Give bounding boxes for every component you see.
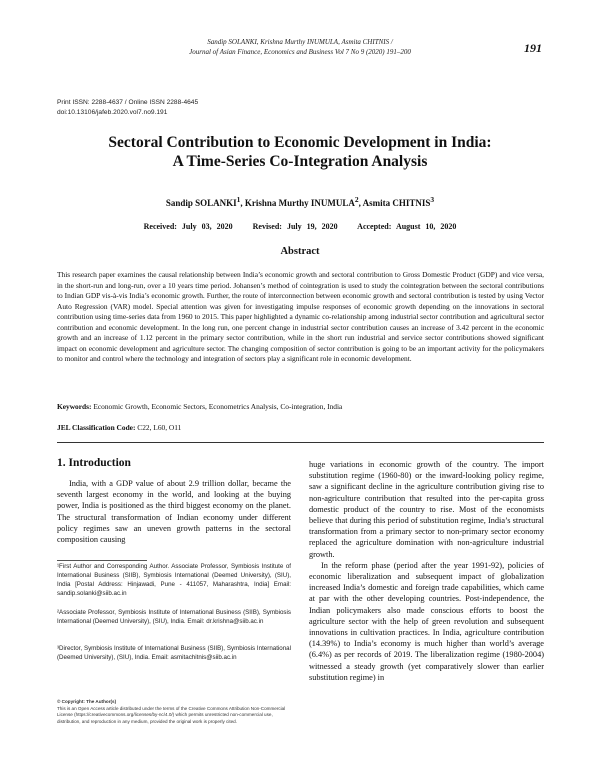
copyright-notice [57, 699, 291, 725]
keywords-label: Keywords: [57, 402, 92, 411]
title-line-2: A Time-Series Co-Integration Analysis [172, 153, 428, 170]
footnote-2: ²Associate Professor, Symbiosis Institute of International Business (SIIB), Symbiosis International (Deemed University), (SIU), India. Email: dr.krishna@siib.ac.in [57, 609, 291, 625]
keywords-text: Economic Growth, Economic Sectors, Econometrics Analysis, Co-integration, India [93, 402, 343, 411]
running-head-authors: Sandip SOLANKI, Krishna Murthy INUMULA, Asmita CHITNIS / [207, 38, 393, 46]
introduction-paragraph-left: India, with a GDP value of about 2.9 trillion dollar, became the seventh largest economy in the world, and looking at the buying power, India is positioned as the third biggest economy on the planet. The structural transformation of Indian economy under different policy regimes saw an uneven growth patterns in the sectoral composition causing [57, 479, 291, 545]
author-1: Sandip SOLANKI [165, 198, 237, 208]
author-3: Asmita CHITNIS [362, 198, 431, 208]
doi-line: doi:10.13106/jafeb.2020.vol7.no9.191 [57, 109, 168, 116]
footnote-1: ¹First Author and Corresponding Author. Associate Professor, Symbiosis Institute of International Business (SIIB), Symbiosis International (Deemed University), (SIU), India [Postal Address: Hinjawadi, Pune - 411057, Maharashtra, India] Email: sandip.solanki@siib.ac.in [57, 563, 291, 597]
footnote-3: ³Director, Symbiosis Institute of International Business (SIIB), Symbiosis International (Deemed University), (SIU), India. Email: asmitachitnis@siib.ac.in [57, 645, 291, 661]
license-text: This is an Open Access article distributed under the terms of the Creative Commons Attribution Non-Commercial License (https://creativecommons.org/licenses/by-nc/4.0/) which permits unrestricted non-commercial use, distribution, and reproduction in any medium, provided the original work is properly cited. [57, 705, 286, 724]
issn-line: Print ISSN: 2288-4637 / Online ISSN 2288-4645 [57, 99, 199, 106]
introduction-right-column [309, 459, 544, 683]
revised-date: Revised: July 19, 2020 [252, 222, 338, 231]
jel-codes [57, 423, 544, 432]
accepted-date: Accepted: August 10, 2020 [357, 222, 457, 231]
jel-text: C22, L60, O11 [137, 423, 182, 432]
abstract-body: This research paper examines the causal relationship between India’s economic growth and sectoral contribution to Gross Domestic Product (GDP) and vice versa, in the short-run and long-run, over a 10 years time period. Johansen’s method of cointegration is used to study the cointegration between the sectoral contributions to Indian GDP vis-à-vis India’s economic growth. Further, the route of interconnection between economic growth and sectoral contribution is tested by using Vector Auto Regression (VAR) model. Special attention was given for investigating impulse responses of economic growth depending on the innovations in sectoral contribution using time-series data from 1960 to 2015. This paper highlighted a dynamic co-relationship among industrial sector contribution and agricultural sector contribution and economic development. In the long run, one percent change in industrial sector contribution causes an increase of 3.42 percent in the economic growth and an increase of 1.12 percent in the primary sector contribution, while in the short run industrial and service sector contributions showed significant impact on economic development and agriculture sector. The changing composition of sector contribution is going to be an important activity for the policymakers to monitor and control where the technology and integration of sectors play a significant role in economic development. [57, 270, 544, 363]
copyright-line: © Copyright: The Author(s) [57, 699, 117, 704]
title-line-1: Sectoral Contribution to Economic Development in India: [108, 134, 492, 151]
running-head-journal: Journal of Asian Finance, Economics and Business Vol 7 No 9 (2020) 191–200 [189, 48, 411, 56]
keywords [57, 402, 544, 411]
introduction-paragraph-right-2: In the reform phase (period after the year 1991-92), policies of economic liberalization and subsequent impact of globalization increased India’s domestic and foreign trade capabilities, which came at par with the other developing countries. Post-independence, the Indian policymakers also made conscious efforts to boost the agriculture sector with the help of green revolution and subsequent innovations in cultivation practices. In India, agriculture contribution (14.39%) to India’s economy is much higher than world’s average (6.4%) as per records of 2019. The liberalization regime (1980-2004) witnessed a steady growth (yet comparatively slower than earlier substitution regime) in [309, 560, 544, 682]
footnote-divider [57, 560, 147, 561]
introduction-heading: 1. Introduction [57, 457, 131, 469]
section-divider [57, 442, 544, 443]
author-2: Krishna Murthy INUMULA [244, 198, 355, 208]
issn-block [57, 98, 198, 118]
author-list: Sandip SOLANKI$^1$, Krishna Murthy INUMULA$^2$, Asmita CHITNIS$^3$ [165, 195, 435, 208]
paper-title [60, 133, 540, 171]
jel-label: JEL Classification Code: [57, 423, 136, 432]
introduction-paragraph-right-1: huge variations in economic growth of the country. The import substitution regime (1960-80) or the inward-looking policy regime, saw a significant decline in the agriculture contribution giving rise to non-agriculture contribution that resulted into the per-capita gross domestic product of the country to rise. Most of the economists believe that during this period of substitution regime, India’s structural transformation from a primary sector to non-primary sector economy replaced the agriculture domination with non-agriculture industrial growth. [309, 460, 544, 559]
page-number: 191 [524, 41, 542, 55]
running-head [150, 37, 450, 57]
abstract-heading: Abstract [280, 246, 320, 257]
received-date: Received: July 03, 2020 [143, 222, 233, 231]
submission-dates [60, 222, 540, 231]
